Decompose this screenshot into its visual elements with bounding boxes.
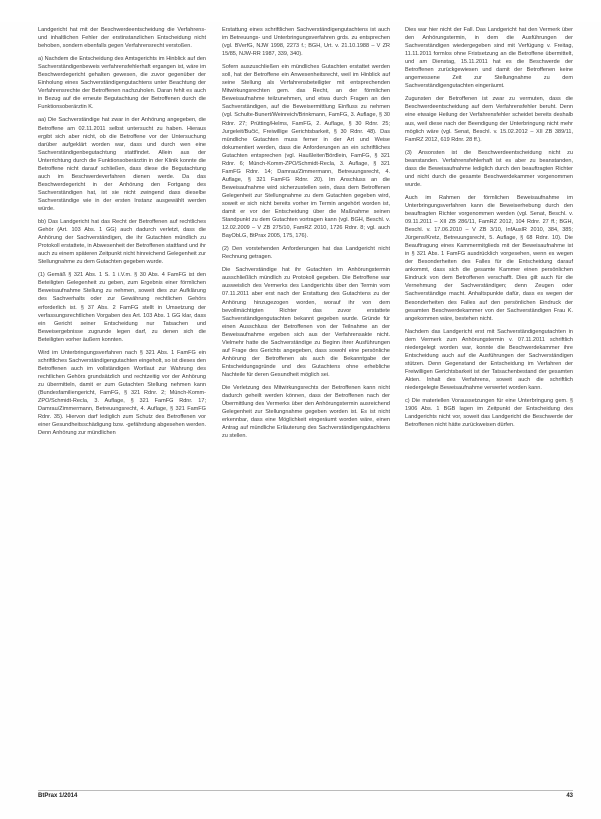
paragraph: Die Sachverständige hat ihr Gutachten im Anhörungstermin ausschließlich mündlich zu Protokoll gegeben. Die Betroffene war ausweislich des Vermerks des Landgerichts über den Termin vom 07.11.2011 aber erst nach der Erstattung des Gutachtens zu der Anhörung hinzugezogen worden, worauf ihr von dem bevollmächtigten Richter das zuvor erstattete Sachverständigengutachten bekannt gegeben wurde. Gründe für einen Ausschluss der Betroffenen von der Teilnahme an der Beweisaufnahme ergeben sich aus der Verfahrensakte nicht. Vielmehr hatte die Sachverständige zu Beginn ihrer Ausführungen auf Frage des Gerichts angegeben, dass sowohl eine persönliche Anhörung der Betroffenen als auch die Bekanntgabe der Entscheidungsgründe und des Gutachtens ohne erhebliche Nachteile für deren Gesundheit möglich sei. [222,267,390,378]
paragraph: Erstattung eines schriftlichen Sachverständigengutachtens ist auch im Betreuungs- und Unterbringungsverfahren grds. zu entsprechen (vgl. BVerfG, NJW 1998, 2273 f.; BGH, Urt. v. 21.10.1988 – V ZR 15/85, NJW-RR 1987, 339, 340). [222,27,390,58]
paragraph: Dies war hier nicht der Fall. Das Landgericht hat den Vermerk über den Anhörungstermin, in dem die Ausführungen der Sachverständigen wiedergegeben sind mit Verfügung v. Freitag, 11.11.2011 formlos ohne Fristsetzung an die Betroffene übermittelt, und am Dienstag, 15.11.2011 hat es die Beschwerde der Betroffenen zurückgewiesen und damit der Betroffenen keine angemessene Zeit zur Stellungnahme zu dem Sachverständigengutachten eingeräumt. [405,27,573,90]
paragraph: a) Nachdem die Entscheidung des Amtsgerichts im Hinblick auf den Sachverständigenbeweis verfahrensfehlerhaft ergangen ist, wäre im Beschwerdegericht gehalten gewesen, die zuvor gegenüber der Einholung eines Sachverständigengutachtens unter Beachtung der Verfahrensrechte der Betroffenen nachzuholen. Daran fehlt es auch in Bezug auf die erneute Begutachtung der Betroffenen durch die Funktionsoberärztin K. [38,56,206,111]
paragraph: Die Verletzung des Mitwirkungsrechts der Betroffenen kann nicht dadurch geheilt werden können, dass der Betroffenen nach der Übermittlung des Vermerks über den Anhörungstermin ausreichend Gelegenheit zur Stellungnahme gegeben worden ist. Es ist nicht erkennbar, dass eine Möglichkeit eingeräumt worden wäre, einen Antrag auf mündliche Erläuterung des Sachverständigengutachtens zu stellen. [222,384,390,440]
paragraph: Sofern auszuschließen ein mündliches Gutachten erstattet werden soll, hat der Betroffene ein Anwesenheitsrecht, weil im Hinblick auf seine Stellung als Verfahrensbeteiligter mit entsprechenden Mitwirkungsrechten gem. das Recht, an der förmlichen Beweisaufnahme teilzunehmen, und etwa durch Fragen an den Sachverständigen, auf die Beweisermittlung Einfluss zu nehmen (vgl. Schulte-Bunert/Weinreich/Brinkmann, FamFG, 3. Auflage, § 30 Rdnr. 27; Prütting/Helms, FamFG, 2. Auflage, § 30 Rdnr. 25; Jurgeleit/Bučić, Freiwillige Gerichtsbarkeit, § 30 Rdnr. 48). Das mündliche Gutachten muss ferner in der Art und Weise dokumentiert werden, dass die Anforderungen an ein schriftliches Gutachten entsprechen (vgl. Haußleiter/Bördlein, FamFG, § 321 Rdnr. 6; Münch-Komm-ZPO/Schmidt-Recla, 3. Auflage, § 321 FamFG Rdnr. 14; Damrau/Zimmermann, Betreuungsrecht, 4. Auflage, § 321 FamFG Rdnr. 20). Im Anschluss an die Beweisaufnahme wird sicherzustellen sein, dass dem Betroffenen Gelegenheit zur Stellungnahme zu dem Gutachten gegeben wird, soweit er sich nicht bereits vorher im Termin angehört worden ist, damit er vor der Entscheidung über die Maßnahme seinen Standpunkt zu dem Gutachten vortragen kann (vgl. BGH, Beschl. v. 12.02.2009 – V ZB 275/10, FamRZ 2010, 1726 Rdnr. 8; vgl. auch BayObLG, BtPrax 2005, 175, 176). [222,64,390,240]
page-footer [38,793,573,805]
paragraph: Zugunsten der Betroffenen ist zwar zu vermuten, dass die Beschwerdeentscheidung auf dem Verfahrensfehler beruht. Denn eine etwaige Heilung der Verfahrensfehler scheidet bereits deshalb aus, weil diese nach der Beendigung der Unterbringung nicht mehr möglich wäre (vgl. Senat, Beschl. v. 15.02.2012 – XII ZB 389/11, FamRZ 2012, 619 Rdnr. 28 ff.). [405,96,573,143]
paragraph: bb) Das Landgericht hat das Recht der Betroffenen auf rechtliches Gehör (Art. 103 Abs. 1 GG) auch dadurch verletzt, dass die Anhörung der Sachverständigen, die ihr Gutachten mündlich zu Protokoll erstattete, in Abwesenheit der Betroffenen stattfand und ihr auch zu einem späteren Zeitpunkt nicht hinreichend Gelegenheit zur Stellungnahme zu dem Gutachten gegeben wurde. [38,219,206,266]
paragraph: Landgericht hat mit der Beschwerdeentscheidung die Verfahrens- und inhaltlichen Fehler der erstinstanzlichen Entscheidung nicht behoben, sondern ebenfalls gegen Verfahrensrecht verstoßen. [38,27,206,50]
paragraph: Nachdem das Landgericht erst mit Sachverständigengutachten in dem Vermerk zum Anhörungstermin v. 07.11.2011 schriftlich niedergelegt worden war, konnte die Beschwerdekammer ihre Entscheidung auch auf die Ausführungen der Sachverständigen stützen. Denn Gegenstand der Entscheidung im Verfahren der Freiwilligen Gerichtsbarkeit ist der Tatsachenbestand der gesamten Akten. Inhalt des Verfahrens, soweit auch die schriftlich niedergelegte Beweisaufnahme verwertet worden kann. [405,328,573,391]
paragraph: Wird im Unterbringungsverfahren nach § 321 Abs. 1 FamFG ein schriftliches Sachverständigengutachten eingeholt, so ist dieses den Betroffenen auch im vollständigen Wortlaut zur Wahrung des rechtlichen Gehörs grundsätzlich und rechtzeitig vor der Anhörung zu übermitteln, damit er zum Gutachten Stellung nehmen kann (Bundesfamiliengericht, FamFG, § 321 Rdnr. 2; Münch-Komm-ZPO/Schmidt-Recla, 3. Auflage, § 321 FamFG Rdnr. 17; Damrau/Zimmermann, Betreuungsrecht, 4. Auflage, § 321 FamFG Rdnr. 35). Hiervon darf lediglich zum Schutz des Betroffenen vor einer Gesundheitsschädigung bzw. -gefährdung abgesehen werden. Denn Anhörung zur mündlichen [38,349,206,437]
page-top-margin [0,0,601,22]
paragraph: aa) Die Sachverständige hat zwar in der Anhörung angegeben, die Betroffene am 02.11.2011 selbst untersucht zu haben. Hieraus ergibt sich aber nicht, ob die Betroffene vor der Untersuchung darüber aufgeklärt worden war, dass und durch wen eine Sachverständigenbegutachtung stattfindet. Allein aus der Unterrichtung durch die Funktionsoberärztin in der Klinik konnte die Betroffene nicht darauf schließen, dass diese die Begutachtung auch im Beschwerdeverfahren dienen werde. Da das Beschwerdegericht in der Anhörung den Fortgang des Sachverständigen hat, ist sie nicht zwingend dass dieselbe Sachverständige wie in der ersten Instanz ausgewählt werden würde. [38,117,206,212]
paragraph: c) Die materiellen Voraussetzungen für eine Unterbringung gem. § 1906 Abs. 1 BGB lagen im Zeitpunkt der Entscheidung des Landgerichts nicht vor, soweit das Landgericht die Beschwerde der Betroffenen nicht hätte zurückweisen dürfen. [405,398,573,429]
page-number: 43 [566,793,573,799]
paragraph: (2) Den vorstehenden Anforderungen hat das Landgericht nicht Rechnung getragen. [222,246,390,261]
footer-rule [38,790,573,791]
text-column-1 [38,26,206,442]
text-column-2 [222,26,390,445]
paragraph: (3) Ansonsten ist die Beschwerdeentscheidung nicht zu beanstanden. Verfahrensfehlerhaft ist es aber zu beanstanden, dass die Beweisaufnahme lediglich durch den beauftragten Richter und nicht durch die gesamte Beschwerdekammer vorgenommen wurde. [405,149,573,188]
text-column-3 [405,26,573,434]
paragraph: (1) Gemäß § 321 Abs. 1 S. 1 i.V.m. § 30 Abs. 4 FamFG ist den Beteiligten Gelegenheit zu geben, zum Ergebnis einer förmlichen Beweisaufnahme Stellung zu nehmen, soweit dies zur Aufklärung des Sachverhalts oder zur Gewährung rechtlichen Gehörs erforderlich ist. § 37 Abs. 2 FamFG stellt in Umsetzung der verfassungsrechtlichen Vorgaben des Art. 103 Abs. 1 GG klar, dass ein Gericht seiner Entscheidung nur Tatsachen und Beweisergebnisse zugrunde legen darf, zu denen sich die Beteiligten vorher äußern konnten. [38,272,206,343]
journal-issue: BtPrax 1/2014 [38,793,78,799]
paragraph: Auch im Rahmen der förmlichen Beweisaufnahme im Unterbringungsverfahren kann die Beweiserhebung durch den beauftragten Richter vorgenommen werden (vgl. Senat, Beschl. v. 09.11.2011 – XII ZB 286/11, FamRZ 2012, 104 Rdnr. 27 ff.; BGH, Beschl. v. 17.06.2010 – V ZB 3/10, InfAuslR 2010, 384, 385; Jürgens/Kretz, Betreuungsrecht, 5. Auflage, § 68 Rdnr. 10). Die Beauftragung eines Kammermitglieds mit der Beweisaufnahme ist in § 321 Abs. 1 FamFG ausdrücklich vorgesehen, wenn es wegen der Besonderheiten des Falles für die Entscheidung darauf ankommt, dass sich die gesamte Kammer einen persönlichen Eindruck von dem Betroffenen verschafft. Dies gilt auch für die Vernehmung der Sachverständigen; denn Zeugen oder Sachverständige macht. Anhaltspunkte dafür, dass es wegen der Besonderheiten des Falles auf den persönlichen Eindruck der gesamten Beschwerdekammer von der Sachverständigen Frau K. angekommen wäre, bestehen nicht. [405,194,573,322]
